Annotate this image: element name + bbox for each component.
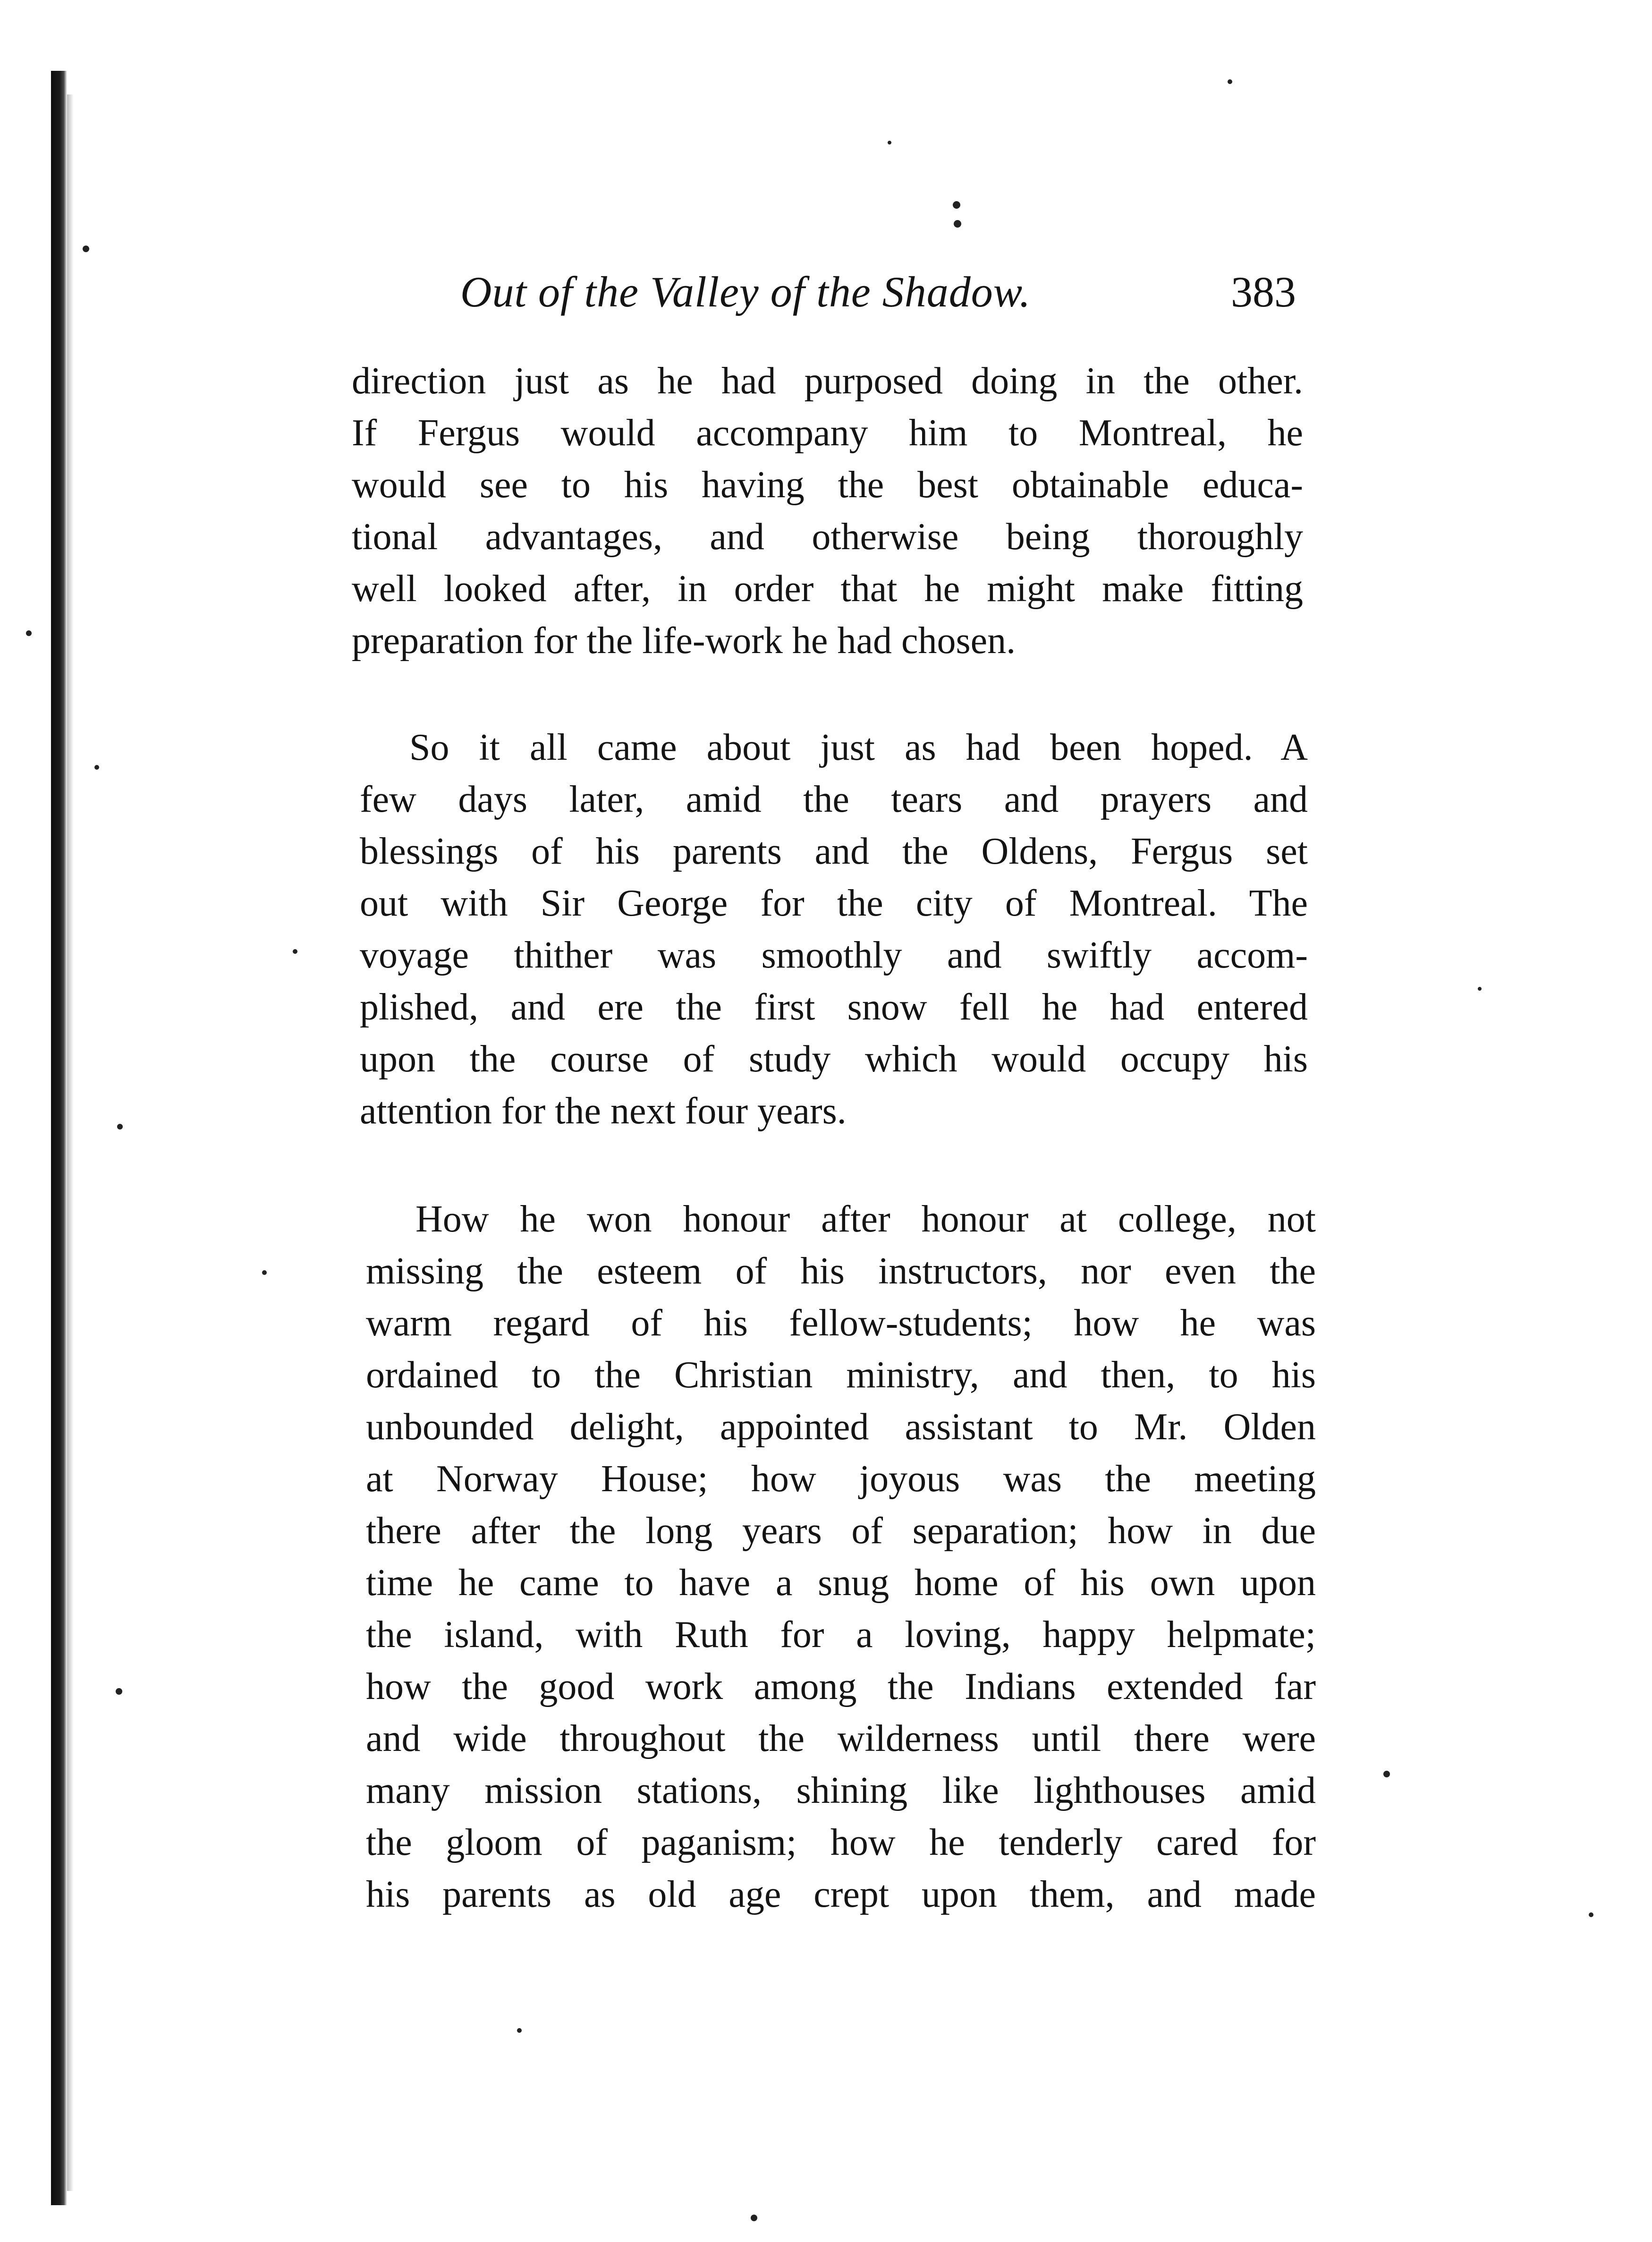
text-line: would see to his having the best obtainable educa- xyxy=(352,464,1303,506)
running-title: Out of the Valley of the Shadow. xyxy=(460,268,1031,316)
text-line: direction just as he had purposed doing in the other. xyxy=(352,360,1303,402)
text-line: at Norway House; how joyous was the meeting xyxy=(366,1458,1316,1500)
scan-speck xyxy=(953,201,960,209)
scan-speck xyxy=(517,2028,522,2033)
scan-speck xyxy=(1383,1771,1390,1777)
binding-edge-shadow xyxy=(67,94,74,2191)
text-line: how the good work among the Indians extended far xyxy=(366,1666,1316,1707)
scan-speck xyxy=(83,246,89,252)
scan-speck xyxy=(116,1688,122,1695)
scan-speck xyxy=(26,630,32,636)
paragraph-2 xyxy=(360,722,1308,1137)
text-line: the gloom of paganism; how he tenderly cared for xyxy=(366,1822,1316,1863)
page-number: 383 xyxy=(1231,268,1296,316)
text-line: How he won honour after honour at college, not xyxy=(415,1198,1316,1240)
text-line: there after the long years of separation; how in due xyxy=(366,1510,1316,1552)
scan-speck xyxy=(262,1270,267,1275)
text-line: unbounded delight, appointed assistant to Mr. Olden xyxy=(366,1406,1316,1448)
paragraph-3 xyxy=(366,1193,1316,1920)
text-line: his parents as old age crept upon them, and made xyxy=(366,1874,1316,1915)
scan-speck xyxy=(117,1124,123,1129)
scan-speck xyxy=(1228,79,1232,84)
scan-speck xyxy=(293,949,297,954)
paragraph-1 xyxy=(352,355,1303,667)
text-line: plished, and ere the first snow fell he had entered xyxy=(360,986,1308,1028)
text-line: upon the course of study which would occupy his xyxy=(360,1038,1308,1080)
running-head xyxy=(460,267,1296,323)
text-line: If Fergus would accompany him to Montreal, he xyxy=(352,412,1303,454)
text-line: blessings of his parents and the Oldens, Fergus set xyxy=(360,831,1308,872)
text-line: few days later, amid the tears and prayers and xyxy=(360,779,1308,820)
text-line: missing the esteem of his instructors, nor even the xyxy=(366,1250,1316,1292)
scan-speck xyxy=(751,2215,757,2221)
scan-speck xyxy=(1478,987,1482,991)
scan-speck xyxy=(954,220,961,228)
text-line: time he came to have a snug home of his own upon xyxy=(366,1562,1316,1604)
text-line: warm regard of his fellow-students; how he was xyxy=(366,1302,1316,1344)
scan-speck xyxy=(888,141,891,144)
scan-speck xyxy=(1589,1912,1593,1917)
text-line: ordained to the Christian ministry, and then, to his xyxy=(366,1354,1316,1396)
text-line: out with Sir George for the city of Montreal. The xyxy=(360,883,1308,924)
text-line: voyage thither was smoothly and swiftly accom- xyxy=(360,934,1308,976)
text-line: the island, with Ruth for a loving, happy helpmate; xyxy=(366,1614,1316,1656)
text-line: well looked after, in order that he might make fitting xyxy=(352,568,1303,610)
text-line: and wide throughout the wilderness until there were xyxy=(366,1718,1316,1759)
text-line: preparation for the life-work he had chosen. xyxy=(352,620,1016,662)
binding-edge xyxy=(51,71,67,2205)
text-line: tional advantages, and otherwise being thoroughly xyxy=(352,516,1303,558)
scan-speck xyxy=(94,765,99,770)
text-line: attention for the next four years. xyxy=(360,1090,847,1132)
text-line: many mission stations, shining like lighthouses amid xyxy=(366,1770,1316,1811)
text-line: So it all came about just as had been hoped. A xyxy=(409,727,1308,768)
